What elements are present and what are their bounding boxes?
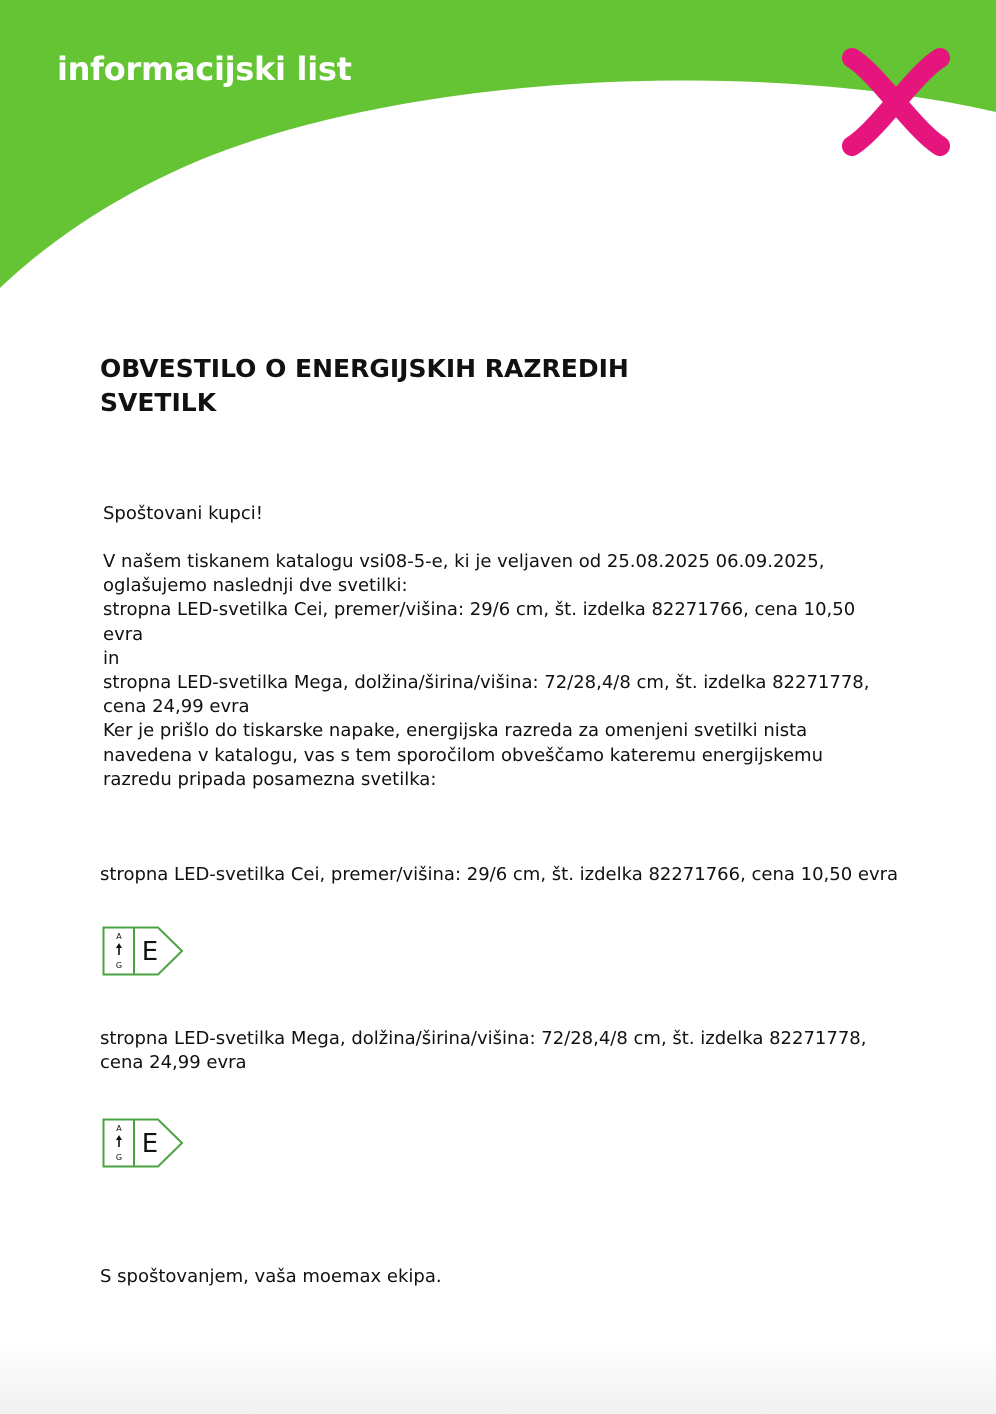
product-cei-description <box>100 863 930 887</box>
intro-line: Ker je prišlo do tiskarske napake, energijska razreda za omenjeni svetilki nista <box>103 720 808 742</box>
energy-class-letter: E <box>141 937 159 967</box>
intro-line: stropna LED-svetilka Cei, premer/višina: 29/6 cm, št. izdelka 82271766, cena 10,50 <box>103 599 856 621</box>
greeting: Spoštovani kupci! <box>103 503 263 524</box>
scale-bottom-letter: G <box>115 961 123 970</box>
intro-line: V našem tiskanem katalogu vsi08-5-e, ki je veljaven od 25.08.2025 06.09.2025, <box>103 551 825 572</box>
scale-top-letter: A <box>116 1124 122 1133</box>
intro-line: navedena v katalogu, vas s tem sporočilom obveščamo kateremu energijskemu <box>103 744 823 766</box>
page-bottom-shade <box>0 1340 996 1414</box>
energy-class-label-icon <box>102 1118 184 1168</box>
intro-line: evra <box>103 623 144 645</box>
intro-line: oglašujemo naslednji dve svetilki: <box>103 575 408 597</box>
scale-top-letter: A <box>116 932 122 941</box>
product-mega-description <box>100 1027 930 1075</box>
intro-paragraph <box>103 550 893 792</box>
intro-line: cena 24,99 evra <box>103 696 250 718</box>
product-line: stropna LED-svetilka Cei, premer/višina: 29/6 cm, št. izdelka 82271766, cena 10,50 evra <box>100 864 899 885</box>
heading-line-1: OBVESTILO O ENERGIJSKIH RAZREDIH <box>100 354 629 383</box>
intro-line: stropna LED-svetilka Mega, dolžina/širina/višina: 72/28,4/8 cm, št. izdelka 82271778, <box>103 672 870 694</box>
heading-line-2: SVETILK <box>100 388 217 417</box>
document-heading <box>100 352 740 420</box>
product-line: stropna LED-svetilka Mega, dolžina/širina/višina: 72/28,4/8 cm, št. izdelka 82271778, <box>100 1028 867 1049</box>
moemax-x-logo-icon <box>838 44 954 160</box>
scale-bottom-letter: G <box>115 1153 123 1162</box>
intro-line: in <box>103 647 120 669</box>
header-title: informacijski list <box>57 50 352 88</box>
product-line: cena 24,99 evra <box>100 1052 247 1074</box>
energy-class-letter: E <box>141 1129 159 1159</box>
closing-signature: S spoštovanjem, vaša moemax ekipa. <box>100 1266 442 1287</box>
intro-line: razredu pripada posamezna svetilka: <box>103 768 437 790</box>
energy-class-label-icon <box>102 926 184 976</box>
